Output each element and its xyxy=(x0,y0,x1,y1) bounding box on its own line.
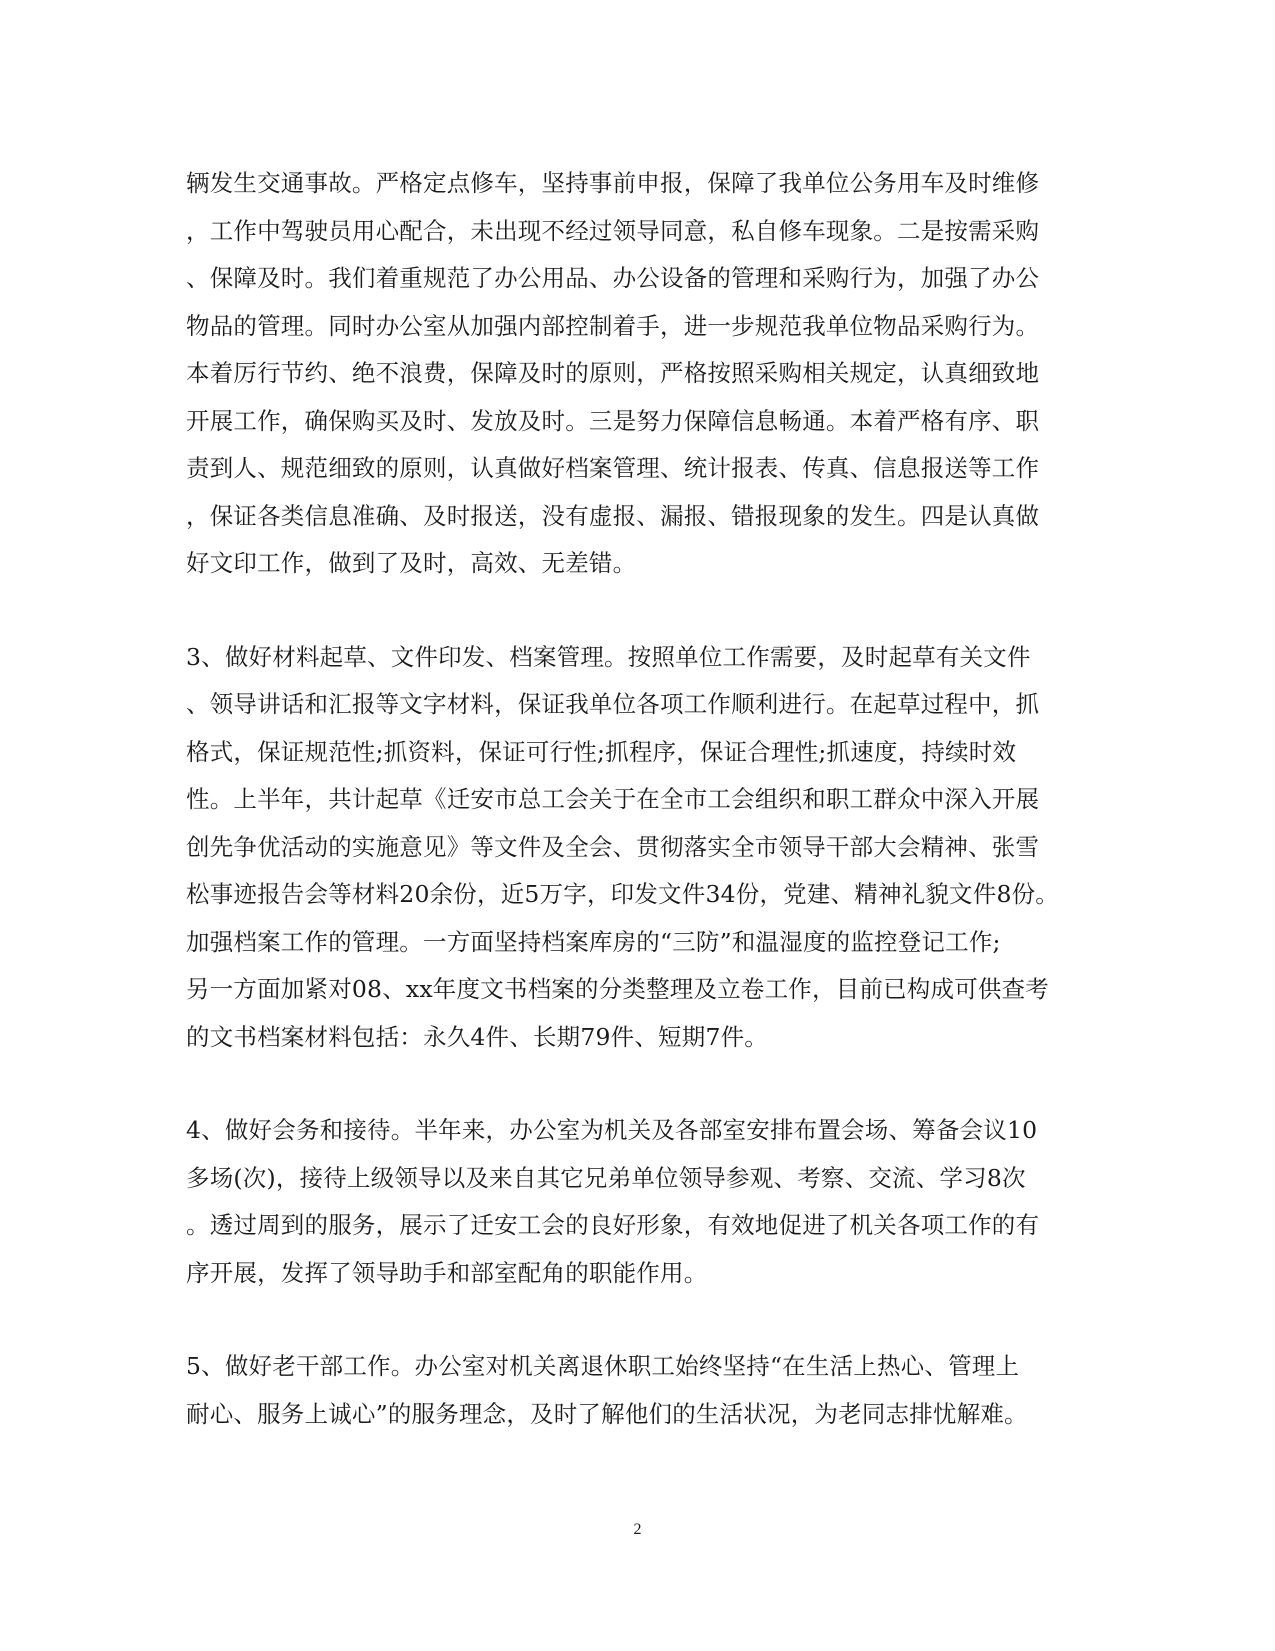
text-line: 本着厉行节约、绝不浪费，保障及时的原则，严格按照采购相关规定，认真细致地 xyxy=(186,359,1040,387)
text-line: 、保障及时。我们着重规范了办公用品、办公设备的管理和采购行为，加强了办公 xyxy=(186,264,1040,292)
text-line: ，工作中驾驶员用心配合，未出现不经过领导同意，私自修车现象。二是按需采购 xyxy=(186,216,1040,245)
paragraph-office-support xyxy=(186,160,1086,588)
text-line: 3、做好材料起草、文件印发、档案管理。按照单位工作需要，及时起草有关文件 xyxy=(186,642,1031,671)
text-line: 松事迹报告会等材料20余份，近5万字，印发文件34份，党建、精神礼貌文件8份。 xyxy=(186,880,1060,908)
text-line: 的文书档案材料包括：永久4件、长期79件、短期7件。 xyxy=(186,1022,769,1051)
document-body xyxy=(186,160,1086,1484)
text-line: 物品的管理。同时办公室从加强内部控制着手，进一步规范我单位物品采购行为。 xyxy=(186,311,1040,340)
text-line: 责到人、规范细致的原则，认真做好档案管理、统计报表、传真、信息报送等工作 xyxy=(186,454,1040,482)
text-line: 另一方面加紧对08、xx年度文书档案的分类整理及立卷工作，目前已构成可供查考 xyxy=(186,975,1050,1003)
text-line: 序开展，发挥了领导助手和部室配角的职能作用。 xyxy=(186,1258,708,1287)
text-line: 4、做好会务和接待。半年来，办公室为机关及各部室安排布置会场、筹备会议10 xyxy=(186,1116,1038,1144)
text-line: 辆发生交通事故。严格定点修车，坚持事前申报，保障了我单位公务用车及时维修 xyxy=(186,169,1040,197)
text-line: 。透过周到的服务，展示了迁安工会的良好形象，有效地促进了机关各项工作的有 xyxy=(186,1211,1040,1239)
text-line: 好文印工作，做到了及时，高效、无差错。 xyxy=(186,549,637,577)
text-line: 开展工作，确保购买及时、发放及时。三是努力保障信息畅通。本着严格有序、职 xyxy=(186,406,1040,435)
text-line: 性。上半年，共计起草《迁安市总工会关于在全市工会组织和职工群众中深入开展 xyxy=(186,785,1040,813)
text-line: 多场(次)，接待上级领导以及来自其它兄弟单位领导参观、考察、交流、学习8次 xyxy=(186,1163,1026,1192)
paragraph-item-5-retirees xyxy=(186,1343,1086,1438)
text-line: 5、做好老干部工作。办公室对机关离退休职工始终坚持“在生活上热心、管理上 xyxy=(186,1352,1020,1380)
text-line: ，保证各类信息准确、及时报送，没有虚报、漏报、错报现象的发生。四是认真做 xyxy=(186,501,1040,530)
text-line: 格式，保证规范性;抓资料，保证可行性;抓程序，保证合理性;抓速度，持续时效 xyxy=(186,737,1017,766)
text-line: 加强档案工作的管理。一方面坚持档案库房的“三防”和温湿度的监控登记工作; xyxy=(186,927,1001,956)
paragraph-item-3-drafting xyxy=(186,634,1086,1062)
paragraph-item-4-meetings xyxy=(186,1107,1086,1297)
text-line: 耐心、服务上诚心”的服务理念，及时了解他们的生活状况，为老同志排忧解难。 xyxy=(186,1399,1028,1428)
page-number: 2 xyxy=(633,1521,642,1538)
text-line: 、领导讲话和汇报等文字材料，保证我单位各项工作顺利进行。在起草过程中，抓 xyxy=(186,690,1040,718)
text-line: 创先争优活动的实施意见》等文件及全会、贯彻落实全市领导干部大会精神、张雪 xyxy=(186,832,1040,861)
